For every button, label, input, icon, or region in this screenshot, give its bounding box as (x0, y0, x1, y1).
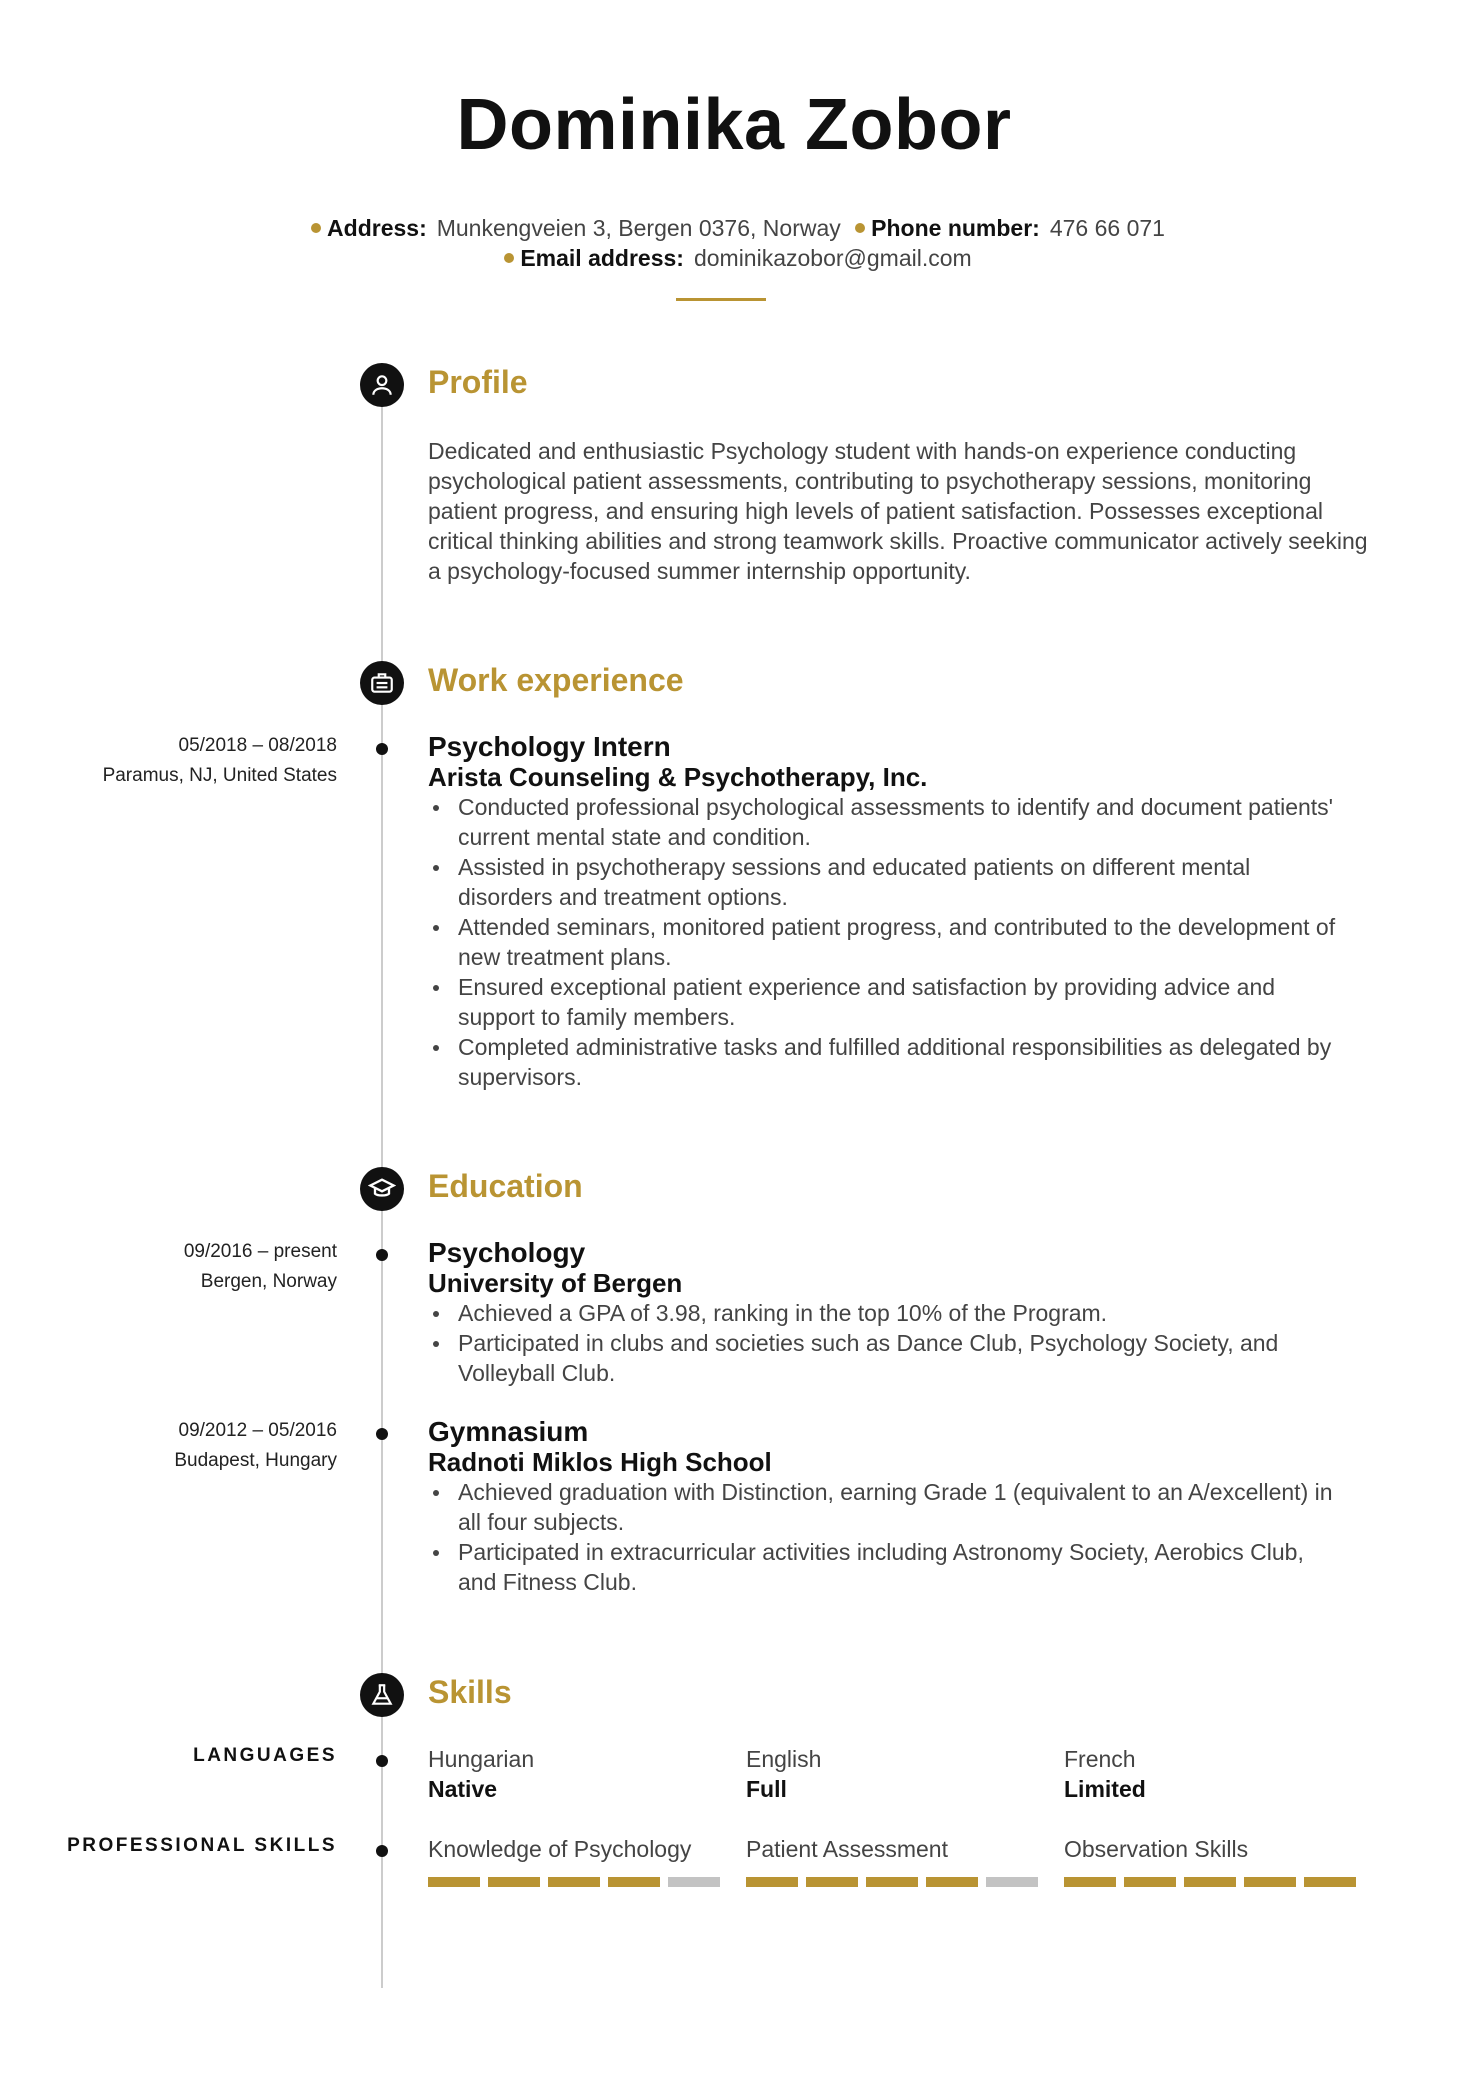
bullet-dot-icon (855, 223, 865, 233)
rating-segment (668, 1877, 720, 1887)
bullet-dot-icon (504, 253, 514, 263)
contact-line-2 (0, 243, 1468, 273)
edu-entry (428, 1417, 1348, 1597)
edu-school: Radnoti Miklos High School (428, 1447, 772, 1477)
timeline-dot (376, 743, 388, 755)
rating-segment (1064, 1877, 1116, 1887)
address-label: Address: (327, 215, 427, 241)
language-level: Limited (1064, 1776, 1146, 1802)
skill-name: Patient Assessment (746, 1836, 948, 1862)
skill-rating-bar (1064, 1877, 1356, 1887)
list-item: Assisted in psychotherapy sessions and educated patients on different mental disorders and treatment options. (428, 852, 1348, 912)
header-divider (676, 298, 766, 301)
rating-segment (1244, 1877, 1296, 1887)
skill-rating-bar (428, 1877, 720, 1887)
edu-entry (428, 1238, 1348, 1388)
profile-title: Profile (428, 364, 528, 400)
skill-rating-bar (746, 1877, 1038, 1887)
work-title: Work experience (428, 662, 684, 698)
list-item: Completed administrative tasks and fulfilled additional responsibilities as delegated by supervisors. (428, 1032, 1348, 1092)
list-item: Achieved graduation with Distinction, earning Grade 1 (equivalent to an A/excellent) in all four subjects. (428, 1477, 1348, 1537)
bullet-dot-icon (311, 223, 321, 233)
timeline-dot (376, 1755, 388, 1767)
language-level: Native (428, 1776, 498, 1802)
timeline-dot (376, 1249, 388, 1261)
language-item (428, 1744, 728, 1804)
skill-item (428, 1834, 728, 1864)
list-item: Attended seminars, monitored patient progress, and contributed to the development of new treatment plans. (428, 912, 1348, 972)
list-item: Conducted professional psychological assessments to identify and document patients' current mental state and condition. (428, 792, 1348, 852)
contact-line-1 (0, 213, 1468, 243)
rating-segment (926, 1877, 978, 1887)
email-value[interactable]: dominikazobor@gmail.com (693, 245, 972, 271)
list-item: Achieved a GPA of 3.98, ranking in the top 10% of the Program. (428, 1298, 1348, 1328)
language-name: Hungarian (428, 1746, 535, 1772)
job-dates: 05/2018 – 08/2018 (178, 735, 337, 756)
rating-segment (986, 1877, 1038, 1887)
job-bullets (428, 792, 1348, 1092)
edu-location: Bergen, Norway (200, 1271, 337, 1292)
timeline-dot (376, 1428, 388, 1440)
rating-segment (608, 1877, 660, 1887)
edu-degree: Gymnasium (428, 1416, 589, 1447)
languages-label: LANGUAGES (193, 1745, 337, 1766)
person-icon (360, 363, 404, 407)
edu-dates: 09/2012 – 05/2016 (178, 1420, 337, 1441)
job-role: Psychology Intern (428, 731, 671, 762)
language-name: French (1064, 1746, 1136, 1772)
skill-item (1064, 1834, 1364, 1864)
job-company: Arista Counseling & Psychotherapy, Inc. (428, 762, 928, 792)
rating-segment (488, 1877, 540, 1887)
profile-text: Dedicated and enthusiastic Psychology student with hands-on experience conducting psychological patient assessments, contributing to psychotherapy sessions, monitoring patient progress, and ensuring high levels of patient satisfaction. Possesses exceptional critical thinking abilities and strong teamwork skills. Proactive communicator actively seeking a psychology-focused summer internship opportunity. (428, 438, 1368, 584)
rating-segment (1184, 1877, 1236, 1887)
rating-segment (866, 1877, 918, 1887)
email-label: Email address: (520, 245, 684, 271)
skill-name: Knowledge of Psychology (428, 1836, 692, 1862)
list-item: Participated in extracurricular activities including Astronomy Society, Aerobics Club, and Fitness Club. (428, 1537, 1348, 1597)
edu-location: Budapest, Hungary (174, 1450, 337, 1471)
language-item (746, 1744, 1046, 1804)
graduation-cap-icon (360, 1167, 404, 1211)
language-name: English (746, 1746, 822, 1772)
edu-bullets (428, 1477, 1348, 1597)
job-entry (428, 732, 1348, 1092)
edu-degree: Psychology (428, 1237, 586, 1268)
address-value: Munkengveien 3, Bergen 0376, Norway (436, 215, 841, 241)
skill-item (746, 1834, 1046, 1864)
edu-school: University of Bergen (428, 1268, 683, 1298)
timeline-dot (376, 1845, 388, 1857)
phone-value: 476 66 071 (1049, 215, 1165, 241)
job-location: Paramus, NJ, United States (102, 765, 337, 786)
education-title: Education (428, 1168, 583, 1204)
rating-segment (1124, 1877, 1176, 1887)
professional-skills-label: PROFESSIONAL SKILLS (67, 1835, 337, 1856)
language-item (1064, 1744, 1364, 1804)
briefcase-icon (360, 661, 404, 705)
flask-icon (360, 1673, 404, 1717)
skills-title: Skills (428, 1674, 512, 1710)
list-item: Ensured exceptional patient experience and satisfaction by providing advice and support to family members. (428, 972, 1348, 1032)
edu-dates: 09/2016 – present (183, 1241, 337, 1262)
rating-segment (428, 1877, 480, 1887)
rating-segment (1304, 1877, 1356, 1887)
language-level: Full (746, 1776, 787, 1802)
rating-segment (746, 1877, 798, 1887)
skill-name: Observation Skills (1064, 1836, 1249, 1862)
edu-bullets (428, 1298, 1348, 1388)
candidate-name: Dominika Zobor (456, 85, 1012, 165)
list-item: Participated in clubs and societies such as Dance Club, Psychology Society, and Volleyball Club. (428, 1328, 1348, 1388)
rating-segment (548, 1877, 600, 1887)
phone-label: Phone number: (871, 215, 1040, 241)
rating-segment (806, 1877, 858, 1887)
